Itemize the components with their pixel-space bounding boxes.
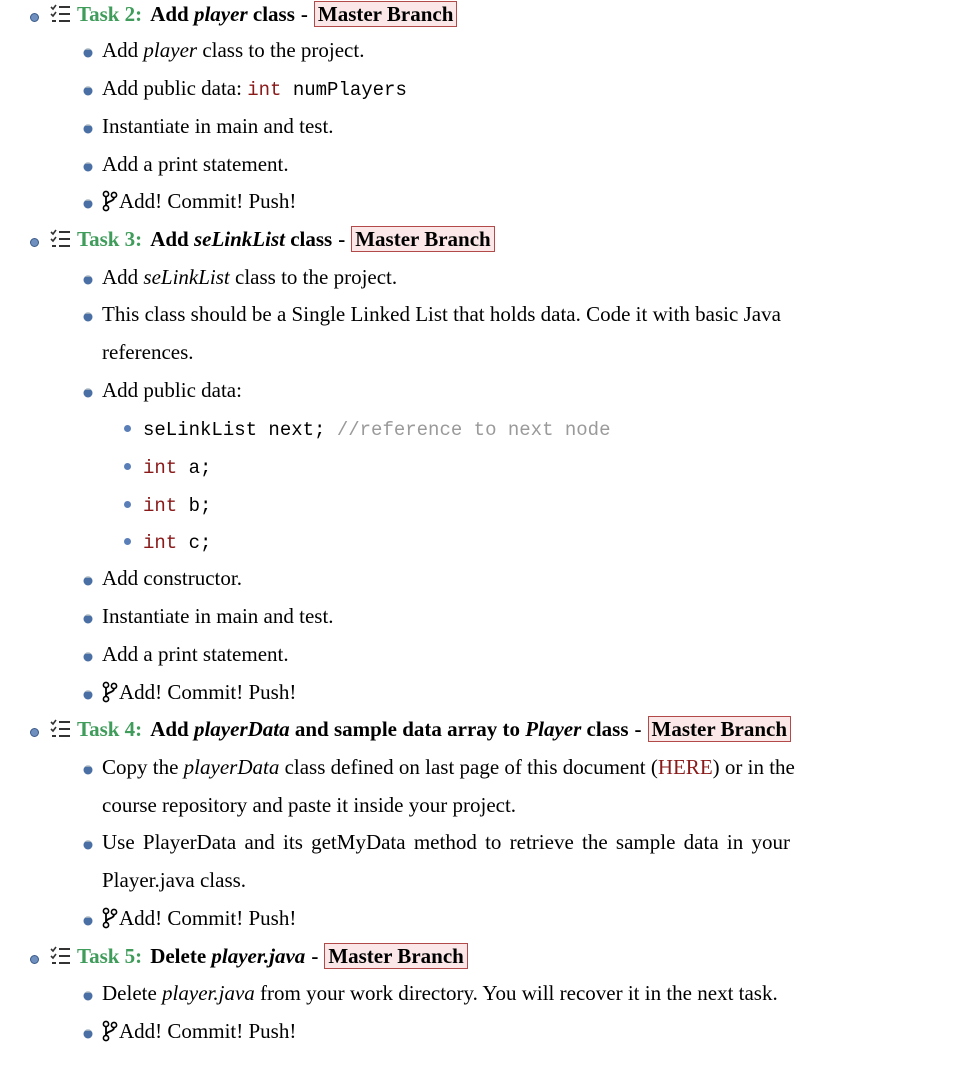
task-list-icon xyxy=(49,4,71,24)
list-item: Add! Commit! Push! xyxy=(80,182,860,220)
task-3-heading xyxy=(30,225,495,253)
bullet-icon xyxy=(82,575,94,587)
separator: - xyxy=(311,943,319,968)
bullet-icon xyxy=(82,1028,94,1040)
bullet-icon xyxy=(30,238,39,247)
code-field-item: seLinkList next; //reference to next node xyxy=(124,409,611,449)
git-branch-icon xyxy=(102,1020,118,1042)
bullet-icon xyxy=(82,990,94,1002)
branch-badge: Master Branch xyxy=(324,943,468,969)
list-item: Add public data: xyxy=(80,371,860,409)
bullet-icon xyxy=(82,161,94,173)
list-item: Add! Commit! Push! xyxy=(80,673,860,711)
code-field-item: int a; xyxy=(124,447,211,487)
bullet-icon xyxy=(82,915,94,927)
task-5-heading xyxy=(30,942,468,970)
list-item: Delete player.java from your work directory. You will recover it in the next task. xyxy=(80,974,860,1012)
list-item: Add public data: int numPlayers xyxy=(80,69,860,109)
task-title: Add seLinkList class xyxy=(150,226,333,251)
bullet-icon xyxy=(124,463,131,470)
bullet-icon xyxy=(30,13,39,22)
task-title: Delete player.java xyxy=(150,943,306,968)
bullet-icon xyxy=(124,425,131,432)
bullet-icon xyxy=(82,651,94,663)
separator: - xyxy=(300,1,308,26)
bullet-icon xyxy=(82,85,94,97)
bullet-icon xyxy=(82,839,94,851)
task-list-icon xyxy=(49,719,71,739)
task-label: Task 4: xyxy=(77,716,143,741)
bullet-icon xyxy=(82,613,94,625)
bullet-icon xyxy=(82,47,94,59)
git-branch-icon xyxy=(102,907,118,929)
task-label: Task 5: xyxy=(77,943,143,968)
bullet-icon xyxy=(82,198,94,210)
list-item: Add! Commit! Push! xyxy=(80,899,860,937)
list-item: Use PlayerData and its getMyData method to retrieve the sample data in your Player.java class. xyxy=(80,823,860,899)
separator: - xyxy=(634,716,642,741)
branch-badge: Master Branch xyxy=(314,1,458,27)
bullet-icon xyxy=(82,311,94,323)
task-label: Task 2: xyxy=(77,1,143,26)
here-link[interactable]: HERE xyxy=(657,755,713,779)
code-field-item: int b; xyxy=(124,485,211,525)
bullet-icon xyxy=(82,387,94,399)
list-item: Copy the playerData class defined on last page of this document (HERE) or in the course repository and paste it inside your project. xyxy=(80,748,860,824)
bullet-icon xyxy=(82,123,94,135)
task-2-heading xyxy=(30,0,457,28)
task-title: Add player class xyxy=(150,1,295,26)
task-list-icon xyxy=(49,946,71,966)
list-item: Add a print statement. xyxy=(80,635,860,673)
task-label: Task 3: xyxy=(77,226,143,251)
git-branch-icon xyxy=(102,681,118,703)
task-4-heading xyxy=(30,715,791,743)
list-item: Add seLinkList class to the project. xyxy=(80,258,860,296)
bullet-icon xyxy=(82,689,94,701)
task-list-icon xyxy=(49,229,71,249)
bullet-icon xyxy=(124,501,131,508)
list-item: Instantiate in main and test. xyxy=(80,597,860,635)
git-branch-icon xyxy=(102,190,118,212)
list-item: Add constructor. xyxy=(80,559,860,597)
branch-badge: Master Branch xyxy=(648,716,792,742)
bullet-icon xyxy=(30,955,39,964)
task-title: Add playerData and sample data array to Player class xyxy=(150,716,629,741)
code-field-item: int c; xyxy=(124,522,211,562)
list-item: Instantiate in main and test. xyxy=(80,107,860,145)
list-item: Add a print statement. xyxy=(80,145,860,183)
bullet-icon xyxy=(30,728,39,737)
list-item: Add player class to the project. xyxy=(80,31,860,69)
bullet-icon xyxy=(124,538,131,545)
list-item: Add! Commit! Push! xyxy=(80,1012,860,1050)
bullet-icon xyxy=(82,274,94,286)
branch-badge: Master Branch xyxy=(351,226,495,252)
separator: - xyxy=(338,226,346,251)
bullet-icon xyxy=(82,764,94,776)
list-item: This class should be a Single Linked List that holds data. Code it with basic Java references. xyxy=(80,295,860,371)
